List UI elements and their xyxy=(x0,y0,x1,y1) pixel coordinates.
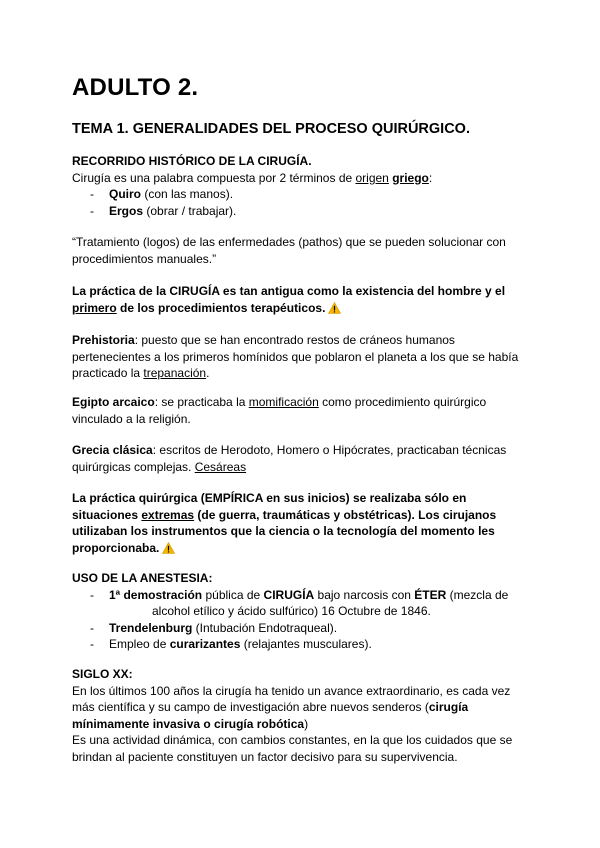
term-ergos: Ergos xyxy=(109,203,144,218)
text: En los últimos 100 años la cirugía ha tenido un avance extraordinario, es cada vez más científica y su campo de investigación abre nuevos senderos ( xyxy=(72,683,511,714)
warning-icon xyxy=(162,542,175,559)
list-item xyxy=(72,186,534,203)
intro-text: Cirugía es una palabra compuesta por 2 términos de xyxy=(72,170,356,185)
prehistory-term: Prehistoria xyxy=(72,333,135,347)
text: (Intubación Endotraqueal). xyxy=(192,620,338,635)
term-quiro: Quiro xyxy=(109,187,141,201)
century-heading: SIGLO XX: xyxy=(72,667,133,681)
text: pública de xyxy=(202,587,264,602)
egypt-paragraph xyxy=(72,394,534,427)
intro-end: : xyxy=(428,170,433,185)
prehistory-text: : puesto que se han encontrado restos de cráneos humanos pertenecientes a los primeros homínidos que poblaron el planeta a los que se había practicado la xyxy=(72,333,519,380)
list-item xyxy=(72,620,534,637)
practice-text: La práctica de la CIRUGÍA es tan antigua como la existencia del hombre y el xyxy=(72,284,506,298)
text: Empleo de xyxy=(109,637,170,651)
anesthesia-list xyxy=(72,587,534,653)
bold-text: Trendelenburg xyxy=(109,620,193,635)
anesthesia-heading: USO DE LA ANESTESIA: xyxy=(72,571,213,585)
prehistory-underline: trepanación xyxy=(143,366,207,380)
term-desc: (obrar / trabajar). xyxy=(143,203,237,218)
egypt-underline: momificación xyxy=(248,395,319,409)
bold-text: ÉTER xyxy=(414,587,447,602)
list-item xyxy=(72,636,534,653)
century-paragraph-2: Es una actividad dinámica, con cambios constantes, en la que los cuidados que se brindan al paciente constituyen un factor decisivo para su supervivencia. xyxy=(72,733,513,764)
egypt-text: : se practicaba la xyxy=(154,395,249,409)
century-paragraph-1 xyxy=(72,683,534,733)
greece-text: : escritos de Herodoto, Homero o Hipócrates, practicaban técnicas quirúrgicas complejas. xyxy=(72,443,507,474)
practice-underline: primero xyxy=(72,300,117,315)
anesthesia-section xyxy=(72,570,534,653)
term-desc: (con las manos). xyxy=(141,187,234,201)
history-intro xyxy=(72,170,534,187)
century-section xyxy=(72,666,534,765)
empirical-text: La práctica quirúrgica (EMPÍRICA en sus inicios) se realizaba sólo en situaciones xyxy=(72,491,467,522)
list-item xyxy=(72,203,534,220)
document-title: ADULTO 2. xyxy=(72,74,199,101)
definition-quote: “Tratamiento (logos) de las enfermedades (pathos) que se pueden solucionar con procedimientos manuales.” xyxy=(72,235,506,266)
practice-text-end: de los procedimientos terapéuticos. xyxy=(116,300,326,315)
text: ) xyxy=(304,716,309,731)
bold-text: 1ª demostración xyxy=(109,587,203,602)
text: bajo narcosis con xyxy=(314,587,415,602)
intro-origen: origen xyxy=(355,170,389,185)
egypt-term: Egipto arcaico xyxy=(72,395,155,409)
empirical-paragraph xyxy=(72,490,534,558)
greece-paragraph xyxy=(72,442,534,475)
bold-text: curarizantes xyxy=(169,637,241,651)
intro-griego: griego xyxy=(392,170,429,185)
bold-text: cirugía mínimamente invasiva o cirugía robótica xyxy=(72,700,469,731)
prehistory-paragraph xyxy=(72,332,534,382)
empirical-text-end: (de guerra, traumáticas y obstétricas). Los cirujanos utilizaban los instrumentos que la ciencia o la tecnología del momento les proporcionaba. xyxy=(72,507,497,555)
greece-underline: Cesáreas xyxy=(194,459,247,474)
practice-statement xyxy=(72,283,534,318)
warning-icon xyxy=(328,302,341,319)
prehistory-end: . xyxy=(206,366,210,380)
history-heading: RECORRIDO HISTÓRICO DE LA CIRUGÍA. xyxy=(72,154,312,168)
history-section xyxy=(72,153,534,219)
text: (mezcla de alcohol etílico y ácido sulfúrico) 16 Octubre de 1846. xyxy=(152,587,509,618)
bold-text: CIRUGÍA xyxy=(263,587,315,602)
empirical-underline: extremas xyxy=(141,507,195,522)
egypt-end: como procedimiento quirúrgico vinculado a la religión. xyxy=(72,395,487,426)
text: (relajantes musculares). xyxy=(240,637,372,651)
list-item xyxy=(72,587,534,620)
etymology-list xyxy=(72,186,534,219)
greece-term: Grecia clásica xyxy=(72,443,153,457)
topic-heading: TEMA 1. GENERALIDADES DEL PROCESO QUIRÚRGICO. xyxy=(72,121,470,137)
